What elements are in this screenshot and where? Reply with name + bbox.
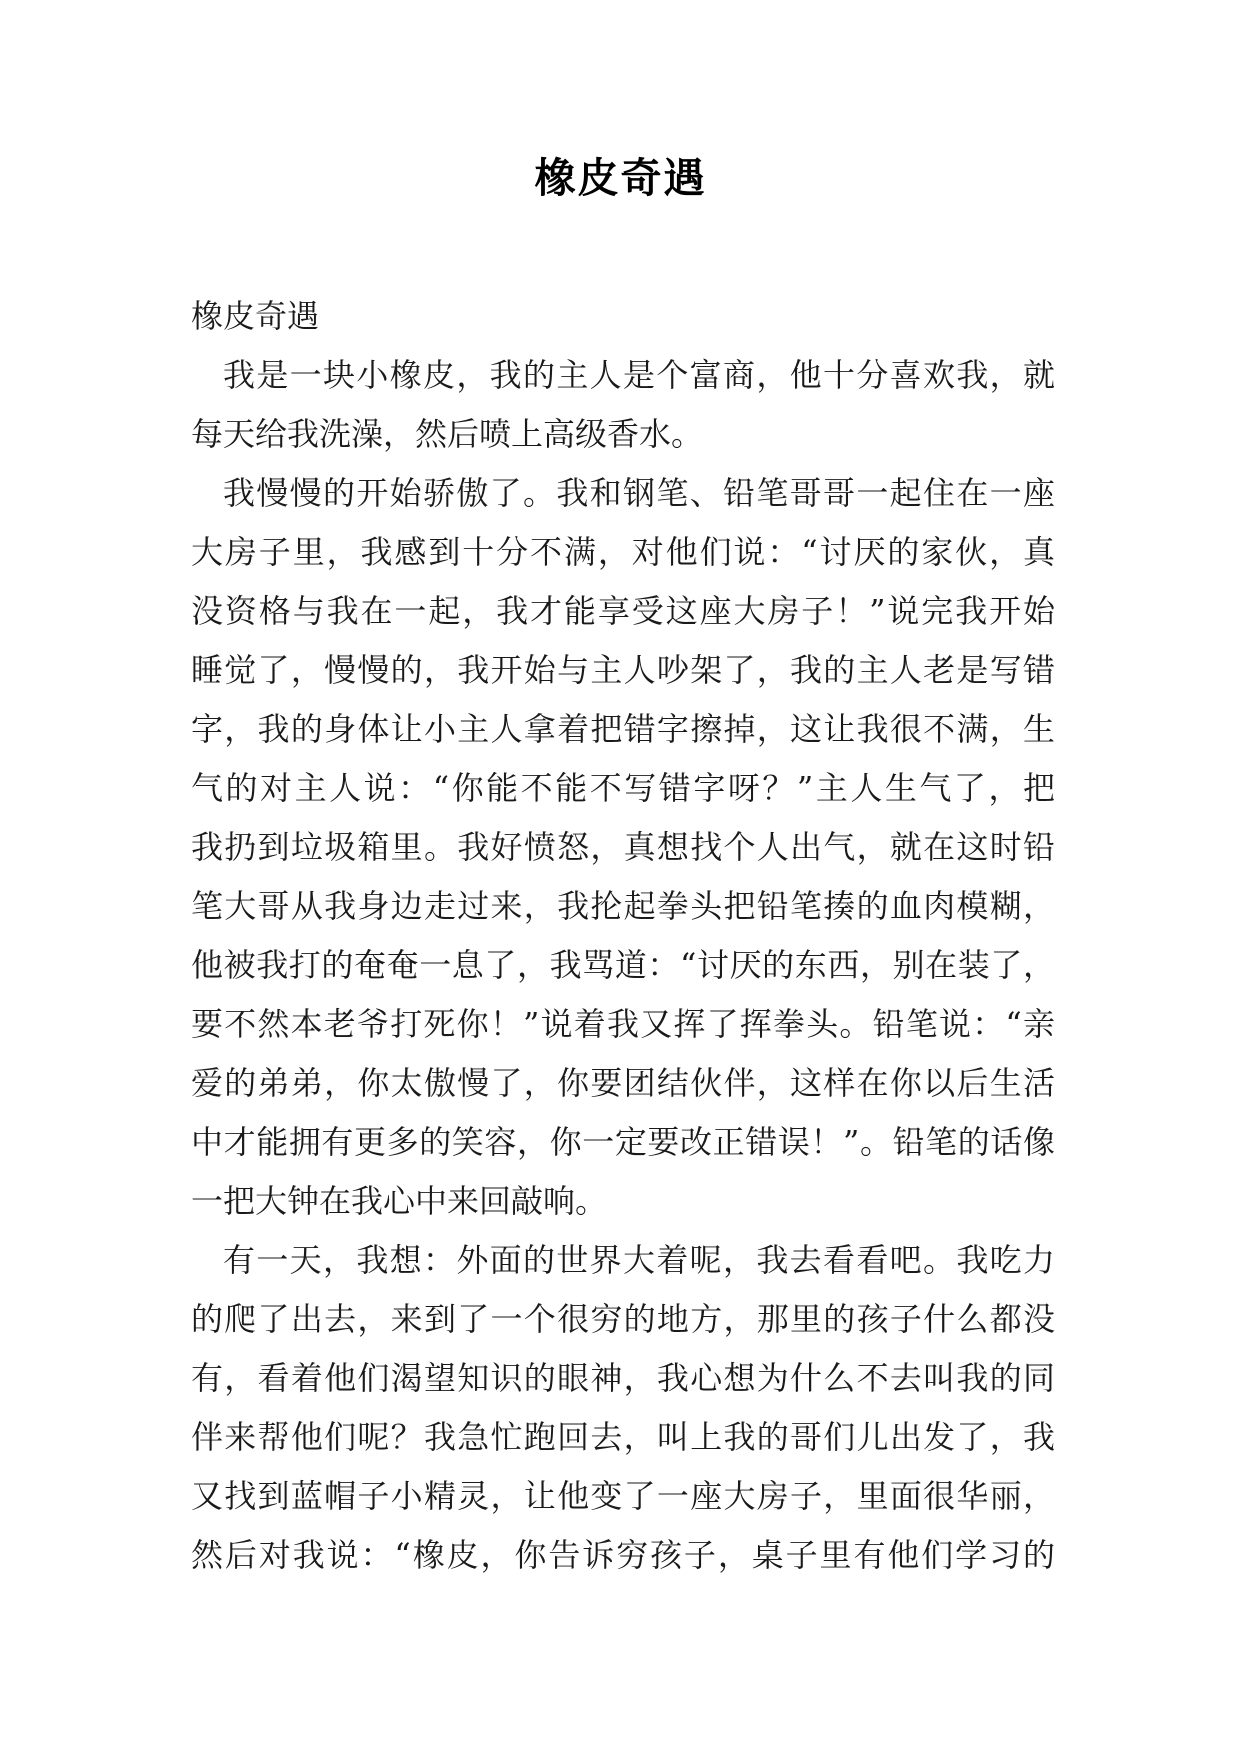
text-line: 又找到蓝帽子小精灵，让他变了一座大房子，里面很华丽， [191,1477,1055,1515]
text-line: 我扔到垃圾箱里。我好愤怒，真想找个人出气，就在这时铅 [191,828,1055,866]
text-line: 我慢慢的开始骄傲了。我和钢笔、铅笔哥哥一起住在一座 [223,474,1055,512]
text-line: 有一天，我想：外面的世界大着呢，我去看看吧。我吃力 [223,1241,1055,1279]
text-line: 笔大哥从我身边走过来，我抡起拳头把铅笔揍的血肉模糊， [191,887,1055,925]
text-line: 中才能拥有更多的笑容，你一定要改正错误！”。铅笔的话像 [191,1123,1055,1161]
text-line: 他被我打的奄奄一息了，我骂道：“讨厌的东西，别在装了， [191,946,1055,984]
text-line: 每天给我洗澡，然后喷上高级香水。 [191,415,704,453]
text-line: 伴来帮他们呢？我急忙跑回去，叫上我的哥们儿出发了，我 [191,1418,1055,1456]
subtitle-line: 橡皮奇遇 [191,297,320,335]
text-line: 有，看着他们渴望知识的眼神，我心想为什么不去叫我的同 [191,1359,1055,1397]
text-line: 爱的弟弟，你太傲慢了，你要团结伙伴，这样在你以后生活 [191,1064,1055,1102]
text-line: 我是一块小橡皮，我的主人是个富商，他十分喜欢我，就 [223,356,1055,394]
text-line: 要不然本老爷打死你！”说着我又挥了挥拳头。铅笔说：“亲 [191,1005,1055,1043]
text-line: 字，我的身体让小主人拿着把错字擦掉，这让我很不满，生 [191,710,1055,748]
text-line: 气的对主人说：“你能不能不写错字呀？”主人生气了，把 [191,769,1055,807]
text-line: 然后对我说：“橡皮，你告诉穷孩子，桌子里有他们学习的 [191,1536,1055,1574]
document-body [191,287,1055,1585]
text-line: 的爬了出去，来到了一个很穷的地方，那里的孩子什么都没 [191,1300,1055,1338]
text-line: 大房子里，我感到十分不满，对他们说：“讨厌的家伙，真 [191,533,1055,571]
text-line: 没资格与我在一起，我才能享受这座大房子！”说完我开始 [191,592,1055,630]
text-line: 睡觉了，慢慢的，我开始与主人吵架了，我的主人老是写错 [191,651,1055,689]
document-title: 橡皮奇遇 [534,154,707,202]
text-line: 一把大钟在我心中来回敲响。 [191,1182,608,1220]
